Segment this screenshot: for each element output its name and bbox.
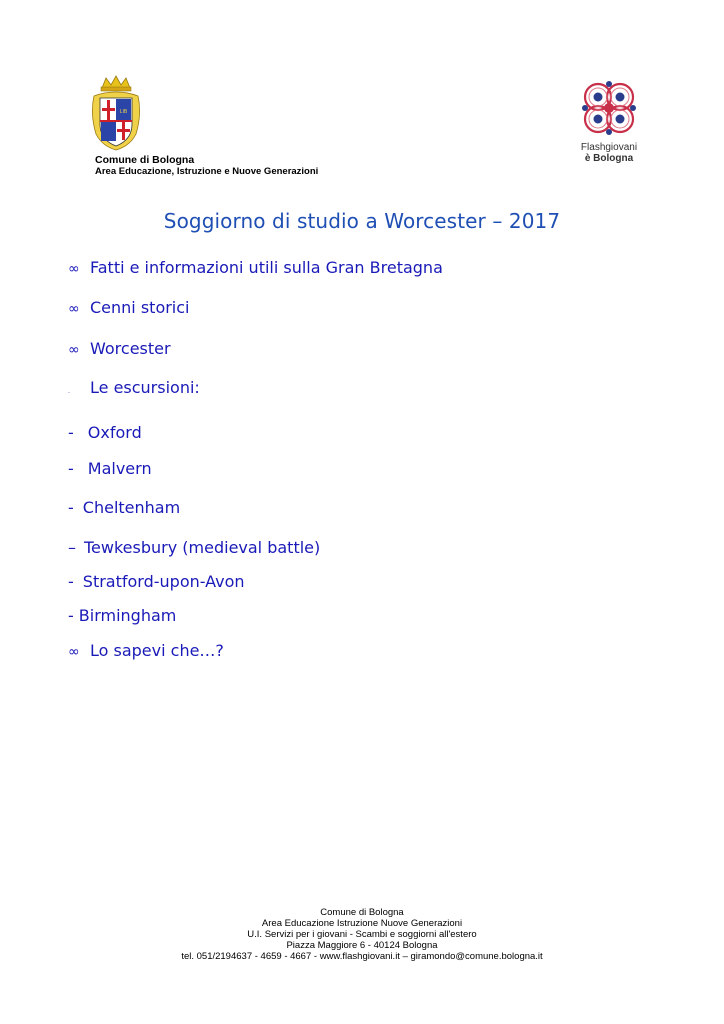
list-item-text: Oxford bbox=[87, 423, 142, 442]
dash-bullet: - bbox=[68, 459, 74, 478]
footer bbox=[0, 907, 724, 962]
document-title: Soggiorno di studio a Worcester – 2017 bbox=[163, 209, 561, 233]
organization-header bbox=[95, 154, 318, 178]
organization-department: Area Educazione, Istruzione e Nuove Generazioni bbox=[95, 166, 319, 177]
dash-bullet: – bbox=[68, 538, 76, 557]
list-item bbox=[68, 538, 320, 557]
list-item-text: Malvern bbox=[87, 459, 152, 478]
list-item bbox=[68, 339, 171, 358]
flashgiovani-line2: è Bologna bbox=[584, 153, 634, 164]
list-item-text: Tewkesbury (medieval battle) bbox=[84, 538, 321, 557]
organization-name: Comune di Bologna bbox=[95, 154, 195, 166]
list-item bbox=[68, 606, 176, 625]
footer-contact-line: tel. 051/2194637 - 4659 - 4667 - www.flashgiovani.it – giramondo@comune.bologna.it bbox=[181, 951, 543, 962]
list-item bbox=[68, 459, 152, 478]
list-item-text: Stratford-upon-Avon bbox=[82, 572, 245, 591]
infinity-bullet-icon: ∞ bbox=[68, 342, 80, 358]
dot-bullet-icon: . bbox=[68, 388, 70, 395]
list-item-text: Fatti e informazioni utili sulla Gran Bretagna bbox=[90, 258, 443, 277]
bologna-coat-of-arms-logo bbox=[88, 74, 144, 152]
list-item bbox=[68, 572, 245, 591]
list-item-text: Cheltenham bbox=[82, 498, 181, 517]
list-item-text: Lo sapevi che…? bbox=[90, 641, 224, 660]
footer-line: Comune di Bologna bbox=[320, 907, 404, 918]
list-item-text: Le escursioni: bbox=[90, 378, 200, 397]
footer-line: Piazza Maggiore 6 - 40124 Bologna bbox=[286, 940, 438, 951]
list-item-text: Worcester bbox=[90, 339, 171, 358]
infinity-bullet-icon: ∞ bbox=[68, 261, 80, 277]
list-item bbox=[68, 258, 443, 277]
dash-bullet: - bbox=[68, 606, 74, 625]
list-item-text: Birmingham bbox=[78, 606, 177, 625]
dash-bullet: - bbox=[68, 423, 74, 442]
footer-line: Area Educazione Istruzione Nuove Generazioni bbox=[261, 918, 463, 929]
list-item bbox=[68, 641, 224, 660]
flashgiovani-logo bbox=[576, 75, 642, 141]
list-item bbox=[68, 298, 190, 317]
flashgiovani-line1: Flashgiovani bbox=[580, 142, 638, 153]
list-item bbox=[68, 498, 180, 517]
list-item bbox=[68, 423, 142, 442]
infinity-bullet-icon: ∞ bbox=[68, 644, 80, 660]
dash-bullet: - bbox=[68, 498, 74, 517]
infinity-bullet-icon: ∞ bbox=[68, 301, 80, 317]
list-item bbox=[68, 378, 200, 397]
svg-text:LIB: LIB bbox=[119, 109, 128, 115]
list-item-text: Cenni storici bbox=[90, 298, 190, 317]
dash-bullet: - bbox=[68, 572, 74, 591]
footer-line: U.I. Servizi per i giovani - Scambi e soggiorni all'estero bbox=[247, 929, 477, 940]
flashgiovani-caption bbox=[565, 142, 653, 164]
